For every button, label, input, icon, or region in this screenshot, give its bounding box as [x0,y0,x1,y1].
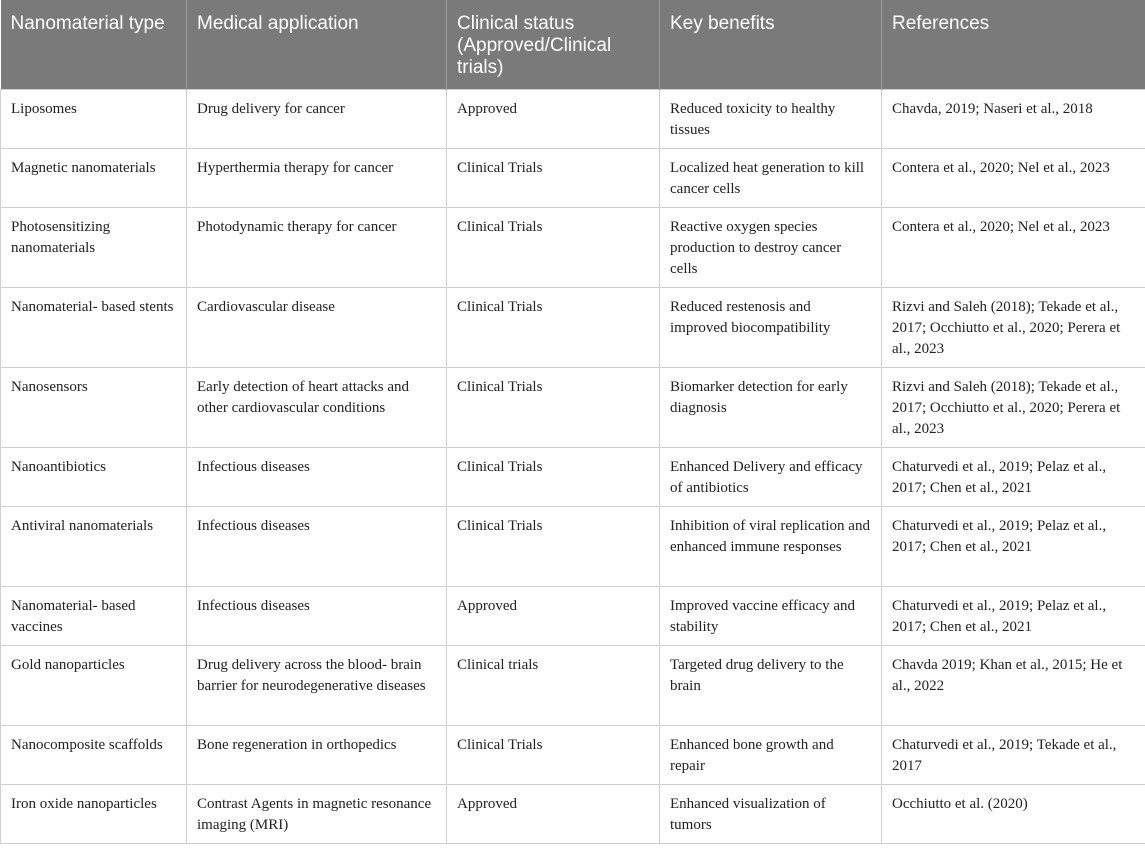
cell-references: Rizvi and Saleh (2018); Tekade et al., 2017; Occhiutto et al., 2020; Perera et al., 2023 [882,368,1145,448]
header-row [1,0,1145,90]
cell-references: Chaturvedi et al., 2019; Pelaz et al., 2017; Chen et al., 2021 [882,448,1145,507]
cell-medical-application: Drug delivery for cancer [187,90,447,149]
cell-key-benefits: Reactive oxygen species production to destroy cancer cells [660,208,882,288]
table-row [1,507,1145,587]
table-row [1,90,1145,149]
cell-key-benefits: Enhanced Delivery and efficacy of antibiotics [660,448,882,507]
cell-clinical-status: Clinical Trials [447,288,660,368]
cell-nanomaterial-type: Nanomaterial- based vaccines [1,587,187,646]
cell-key-benefits: Reduced toxicity to healthy tissues [660,90,882,149]
cell-key-benefits: Inhibition of viral replication and enhanced immune responses [660,507,882,587]
cell-medical-application: Infectious diseases [187,507,447,587]
cell-medical-application: Infectious diseases [187,587,447,646]
cell-medical-application: Contrast Agents in magnetic resonance imaging (MRI) [187,785,447,844]
table-row [1,288,1145,368]
cell-nanomaterial-type: Nanoantibiotics [1,448,187,507]
table-row [1,208,1145,288]
header-medical-application: Medical application [187,0,447,90]
cell-clinical-status: Approved [447,587,660,646]
table-row [1,149,1145,208]
cell-clinical-status: Approved [447,90,660,149]
cell-references: Chavda, 2019; Naseri et al., 2018 [882,90,1145,149]
cell-medical-application: Infectious diseases [187,448,447,507]
cell-nanomaterial-type: Nanomaterial- based stents [1,288,187,368]
table-row [1,587,1145,646]
cell-clinical-status: Clinical Trials [447,208,660,288]
cell-medical-application: Cardiovascular disease [187,288,447,368]
cell-key-benefits: Biomarker detection for early diagnosis [660,368,882,448]
cell-references: Chaturvedi et al., 2019; Pelaz et al., 2017; Chen et al., 2021 [882,587,1145,646]
table-row [1,368,1145,448]
cell-clinical-status: Clinical trials [447,646,660,726]
cell-nanomaterial-type: Nanosensors [1,368,187,448]
cell-nanomaterial-type: Antiviral nanomaterials [1,507,187,587]
cell-medical-application: Photodynamic therapy for cancer [187,208,447,288]
header-clinical-status: Clinical status (Approved/Clinical trials) [447,0,660,90]
cell-key-benefits: Enhanced visualization of tumors [660,785,882,844]
cell-nanomaterial-type: Gold nanoparticles [1,646,187,726]
cell-key-benefits: Improved vaccine efficacy and stability [660,587,882,646]
cell-key-benefits: Targeted drug delivery to the brain [660,646,882,726]
cell-nanomaterial-type: Nanocomposite scaffolds [1,726,187,785]
cell-nanomaterial-type: Liposomes [1,90,187,149]
cell-references: Occhiutto et al. (2020) [882,785,1145,844]
cell-clinical-status: Approved [447,785,660,844]
cell-references: Chaturvedi et al., 2019; Pelaz et al., 2017; Chen et al., 2021 [882,507,1145,587]
cell-medical-application: Drug delivery across the blood- brain barrier for neurodegenerative diseases [187,646,447,726]
cell-clinical-status: Clinical Trials [447,368,660,448]
cell-key-benefits: Localized heat generation to kill cancer cells [660,149,882,208]
cell-key-benefits: Enhanced bone growth and repair [660,726,882,785]
cell-medical-application: Hyperthermia therapy for cancer [187,149,447,208]
cell-medical-application: Early detection of heart attacks and other cardiovascular conditions [187,368,447,448]
cell-medical-application: Bone regeneration in orthopedics [187,726,447,785]
cell-nanomaterial-type: Iron oxide nanoparticles [1,785,187,844]
table-row [1,448,1145,507]
cell-clinical-status: Clinical Trials [447,149,660,208]
table-row [1,785,1145,844]
cell-nanomaterial-type: Photosensitizing nanomaterials [1,208,187,288]
cell-references: Contera et al., 2020; Nel et al., 2023 [882,149,1145,208]
header-key-benefits: Key benefits [660,0,882,90]
cell-references: Rizvi and Saleh (2018); Tekade et al., 2017; Occhiutto et al., 2020; Perera et al., 2023 [882,288,1145,368]
cell-references: Chavda 2019; Khan et al., 2015; He et al., 2022 [882,646,1145,726]
cell-references: Chaturvedi et al., 2019; Tekade et al., 2017 [882,726,1145,785]
cell-key-benefits: Reduced restenosis and improved biocompatibility [660,288,882,368]
cell-clinical-status: Clinical Trials [447,726,660,785]
cell-clinical-status: Clinical Trials [447,448,660,507]
header-references: References [882,0,1145,90]
cell-clinical-status: Clinical Trials [447,507,660,587]
cell-nanomaterial-type: Magnetic nanomaterials [1,149,187,208]
header-nanomaterial-type: Nanomaterial type [1,0,187,90]
table-row [1,726,1145,785]
table-row [1,646,1145,726]
cell-references: Contera et al., 2020; Nel et al., 2023 [882,208,1145,288]
